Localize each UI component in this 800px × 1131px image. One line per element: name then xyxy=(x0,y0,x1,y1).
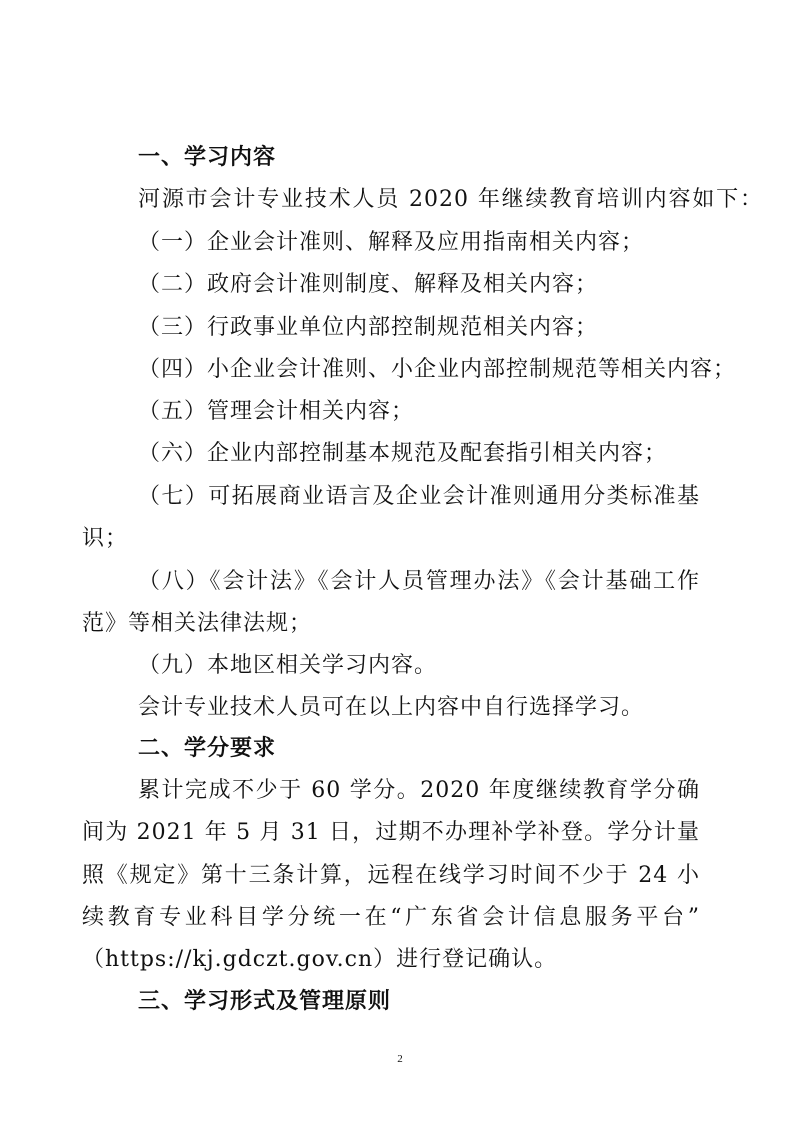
list-item-8: （八）《会计法》《会计人员管理办法》《会计基础工作 xyxy=(138,569,700,594)
list-item-7: （七）可拓展商业语言及企业会计准则通用分类标准基 xyxy=(138,484,700,509)
section-heading-learning-format: 三、学习形式及管理原则 xyxy=(138,989,392,1014)
paragraph-line: 会计专业技术人员可在以上内容中自行选择学习。 xyxy=(138,695,645,720)
paragraph-line: 续教育专业科目学分统一在“广东省会计信息服务平台” xyxy=(82,905,700,930)
page-number: 2 xyxy=(397,1053,403,1065)
section-heading-learning-content: 一、学习内容 xyxy=(138,145,277,170)
list-item-5: （五）管理会计相关内容； xyxy=(138,399,415,424)
paragraph-line: 间为 2021 年 5 月 31 日，过期不办理补学补登。学分计量 xyxy=(82,820,700,845)
list-item-4: （四）小企业会计准则、小企业内部控制规范等相关内容； xyxy=(138,357,737,382)
paragraph-line: 河源市会计专业技术人员 2020 年继续教育培训内容如下： xyxy=(138,187,763,212)
list-item-1: （一）企业会计准则、解释及应用指南相关内容； xyxy=(138,230,645,255)
list-item-2: （二）政府会计准则制度、解释及相关内容； xyxy=(138,272,599,297)
list-item-3: （三）行政事业单位内部控制规范相关内容； xyxy=(138,315,599,340)
list-item-7-continuation: 识； xyxy=(82,526,129,551)
list-item-6: （六）企业内部控制基本规范及配套指引相关内容； xyxy=(138,441,668,466)
list-item-9: （九）本地区相关学习内容。 xyxy=(138,653,438,678)
section-heading-credit-requirements: 二、学分要求 xyxy=(138,736,277,761)
list-item-8-continuation: 范》等相关法律法规； xyxy=(82,611,313,636)
paragraph-line: （https://kj.gdczt.gov.cn）进行登记确认。 xyxy=(82,947,558,972)
paragraph-line: 照《规定》第十三条计算，远程在线学习时间不少于 24 小 xyxy=(82,863,700,888)
paragraph-line: 累计完成不少于 60 学分。2020 年度继续教育学分确 xyxy=(138,778,700,803)
